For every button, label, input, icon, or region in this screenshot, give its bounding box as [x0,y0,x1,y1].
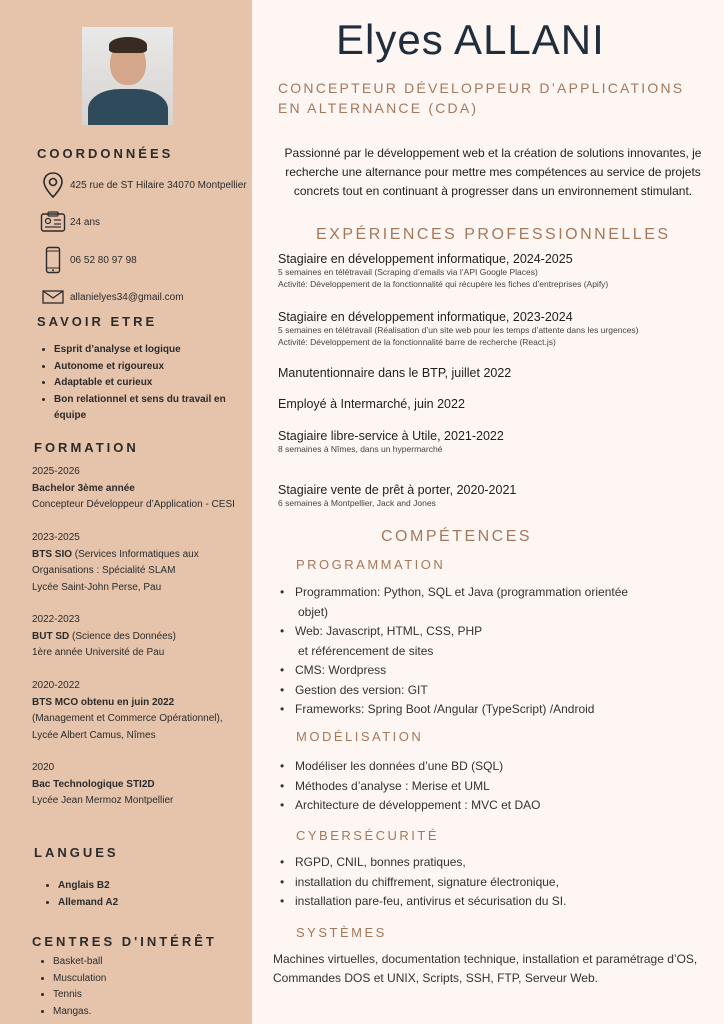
list-item: • Esprit d’analyse et logique [54,342,234,359]
list-item: • Anglais B2 [58,878,118,895]
list-item: • Musculation [53,971,106,988]
list-item: • CMS: Wordpress [280,661,710,681]
coordonnees-heading: COORDONNÉES [37,146,174,161]
list-item: • installation du chiffrement, signature électronique, [280,873,710,893]
list-item: • Web: Javascript, HTML, CSS, PHP [280,622,710,642]
formation-year: 2020 [32,762,55,773]
list-item: • installation pare-feu, antivirus et sécurisation du SI. [280,892,710,912]
experience-item: Stagiaire vente de prêt à porter, 2020-2021 6 semaines à Montpellier, Jack and Jones [278,483,517,508]
envelope-icon [40,290,66,304]
phone-icon [40,246,66,274]
programmation-heading: PROGRAMMATION [296,557,446,572]
list-item: • Méthodes d’analyse : Merise et UML [280,777,710,797]
formation-year: 2023-2025 [32,532,80,543]
formation-line: 1ère année Université de Pau [32,647,165,658]
address-text: 425 rue de ST Hilaire 34070 Montpellier [70,179,247,191]
formation-line: Concepteur Développeur d’Application - CESI [32,499,235,510]
job-title: CONCEPTEUR DÉVELOPPEUR D’APPLICATIONS EN ALTERNANCE (CDA) [278,80,685,116]
cybersecurite-list [280,853,710,912]
list-item: • Architecture de développement : MVC et DAO [280,796,710,816]
list-item: • Bon relationnel et sens du travail en équipe [54,392,234,425]
formation-year: 2020-2022 [32,680,80,691]
langues-heading: LANGUES [34,845,119,860]
formation-heading: FORMATION [34,440,139,455]
list-item: • Modéliser les données d’une BD (SQL) [280,757,710,777]
interets-list [53,954,106,1020]
list-item: • Mangas. [53,1004,106,1021]
summary-text: Passionné par le développement web et la création de solutions innovantes, je recherche une alternance pour mettre mes compétences au service de projets concrets tout en continuant à progresser dans un environnement stimulant. [284,146,702,198]
modelisation-list [280,757,710,816]
list-item: • Tennis [53,987,106,1004]
formation-entry [32,464,247,514]
formation-entry [32,760,247,810]
formation-entry [32,530,247,596]
formation-entry [32,678,247,744]
list-item: • Allemand A2 [58,895,118,912]
formation-title-line: BTS MCO obtenu en juin 2022 [32,696,175,708]
list-item: • Adaptable et curieux [54,375,234,392]
experience-item: Manutentionnaire dans le BTP, juillet 2022 [278,366,512,380]
age-row [40,211,100,233]
email-row [40,290,184,304]
modelisation-heading: MODÉLISATION [296,729,424,744]
list-item: • Autonome et rigoureux [54,359,234,376]
sidebar [0,0,252,1024]
candidate-name: Elyes ALLANI [336,16,605,63]
list-item: • RGPD, CNIL, bonnes pratiques, [280,853,710,873]
list-item: • Frameworks: Spring Boot /Angular (TypeScript) /Android [280,700,710,720]
interets-heading: CENTRES D'INTÉRÊT [32,934,217,949]
langues-list [58,878,118,911]
formation-line: Lycée Saint-John Perse, Pau [32,581,162,593]
formation-line: Lycée Jean Mermoz Montpellier [32,795,174,806]
list-item: • Programmation: Python, SQL et Java (programmation orientée [280,583,710,603]
formation-line: Lycée Albert Camus, Nîmes [32,729,156,741]
formation-title-line: Bac Technologique STI2D [32,778,155,790]
formation-entry [32,612,247,662]
age-text: 24 ans [70,216,101,228]
list-item: et référencement de sites [298,643,434,658]
savoir-etre-list [54,342,234,425]
id-card-icon [40,211,66,233]
profile-photo [82,27,173,125]
formation-line: Organisations : Spécialité SLAM [32,565,176,576]
formation-title-line: Bachelor 3ème année [32,482,135,494]
programmation-list [280,583,710,720]
competences-heading: COMPÉTENCES [381,528,533,545]
list-item: objet) [298,604,329,619]
savoir-etre-heading: SAVOIR ETRE [37,314,158,329]
experiences-heading: EXPÉRIENCES PROFESSIONNELLES [316,226,671,243]
formation-title-line: BTS SIO (Services Informatiques aux [32,548,199,560]
formation-line: (Management et Commerce Opérationnel), [32,713,223,724]
phone-row [40,246,137,274]
list-item: • Basket-ball [53,954,106,971]
experience-item: Employé à Intermarché, juin 2022 [278,397,465,411]
systemes-text: Machines virtuelles, documentation technique, installation et paramétrage d’OS, Commandes DOS et UNIX, Scripts, SSH, FTP, Serveur Web. [273,952,698,985]
formation-year: 2025-2026 [32,466,80,477]
experience-item: Stagiaire en développement informatique, 2023-2024 5 semaines en télétravail (Réalisation d’un site web pour les temps d’attente dans les urgences) Activité: Développement de la fonctionnalité barre de recherche (React.js) [278,310,639,347]
formation-year: 2022-2023 [32,614,80,625]
email-text: allanielyes34@gmail.com [70,291,184,303]
list-item: • Gestion des version: GIT [280,681,710,701]
address-row [40,172,247,198]
experience-item: Stagiaire en développement informatique, 2024-2025 5 semaines en télétravail (Scraping d’emails via l’API Google Places) Activité: Développement de la fonctionnalité qui récupère les fiches d’entreprises (Apify) [278,252,609,289]
experience-item: Stagiaire libre-service à Utile, 2021-2022 8 semaines à Nîmes, dans un hypermarché [278,429,504,454]
formation-title-line: BUT SD (Science des Données) [32,630,176,642]
systemes-heading: SYSTÈMES [296,925,387,940]
cybersecurite-heading: CYBERSÉCURITÉ [296,828,440,843]
phone-text: 06 52 80 97 98 [70,254,137,266]
location-pin-icon [40,172,66,198]
